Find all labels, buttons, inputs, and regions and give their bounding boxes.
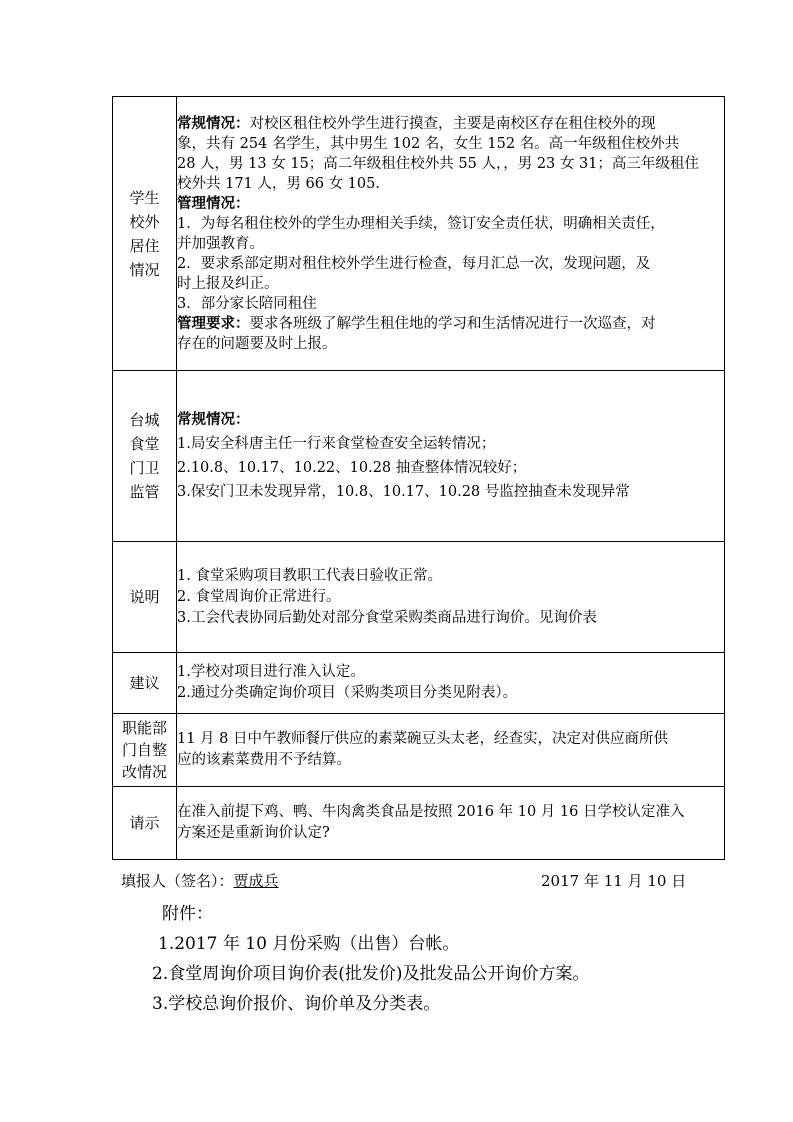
row-label-canteen: 台城 食堂 门卫 监管	[113, 371, 177, 542]
table-row-rectify	[113, 714, 725, 787]
row-content-suggest: 1.学校对项目进行准入认定。 2.通过分类确定询价项目（采购类项目分类见附表）。	[177, 653, 725, 714]
table-row-canteen	[113, 371, 725, 542]
row-label-request: 请示	[113, 787, 177, 860]
row-label-residence: 学生 校外 居住 情况	[113, 97, 177, 371]
attachment-item: 2.食堂周询价项目询价表(批发价)及批发品公开询价方案。	[152, 964, 590, 984]
row-label-rectify: 职能部 门自整 改情况	[113, 714, 177, 787]
regular-heading: 常规情况：	[177, 114, 250, 132]
row-content-request: 在准入前提下鸡、鸭、牛肉禽类食品是按照 2016 年 10 月 16 日学校认定准入 方案还是重新询价认定?	[177, 787, 725, 860]
attachment-item: 1.2017 年 10 月份采购（出售）台帐。	[158, 934, 460, 954]
management-heading: 管理情况：	[177, 194, 250, 212]
report-date: 2017 年 11 月 10 日	[541, 872, 687, 890]
table-row-suggest	[113, 653, 725, 714]
signer-label: 填报人（签名）：	[121, 872, 234, 890]
signer-name: 贾成兵	[233, 872, 279, 890]
table-row-residence	[113, 97, 725, 371]
attachment-item: 3.学校总询价报价、询价单及分类表。	[152, 994, 441, 1014]
table-row-request	[113, 787, 725, 860]
attachments-title: 附件：	[162, 904, 213, 924]
row-content-canteen: 常规情况： 1.局安全科唐主任一行来食堂检查安全运转情况； 2.10.8、10.17、10.22、10.28 抽查整体情况较好； 3.保安门卫未发现异常，10.8、10.17、10.28 号监控抽查未发现异常	[177, 371, 725, 542]
row-content-explain: 1. 食堂采购项目教职工代表日验收正常。 2. 食堂周询价正常进行。 3.工会代表协同后勤处对部分食堂采购类商品进行询价。见询价表	[177, 542, 725, 653]
signer	[121, 871, 279, 891]
report-table	[112, 96, 725, 860]
row-content-residence: 常规情况：对校区租住校外学生进行摸查，主要是南校区存在租住校外的现 象，共有 254 名学生，其中男生 102 名，女生 152 名。高一年级租住校外共 28 人，男 13 女 15；高二年级租住校外共 55 人，，男 23 女 31；高三年级租住 校外共 171 人，男 66 女 105. 管理情况： 1．为每名租住校外的学生办理相关手续，签订安全责任状，明确相关责任， 并加强教育。 2．要求系部定期对租住校外学生进行检查，每月汇总一次，发现问题，及 时上报及纠正。 3．部分家长陪同租住 管理要求：要求各班级了解学生租住地的学习和生活情况进行一次巡查，对 存在的问题要及时上报。	[177, 97, 725, 371]
row-label-suggest: 建议	[113, 653, 177, 714]
attachments	[152, 899, 590, 1019]
row-label-explain: 说明	[113, 542, 177, 653]
row-content-rectify: 11 月 8 日中午教师餐厅供应的素菜碗豆头太老，经查实，决定对供应商所供 应的该素菜费用不予结算。	[177, 714, 725, 787]
requirement-heading: 管理要求：	[177, 314, 250, 332]
table-row-explain	[113, 542, 725, 653]
regular-heading: 常规情况：	[177, 411, 250, 428]
